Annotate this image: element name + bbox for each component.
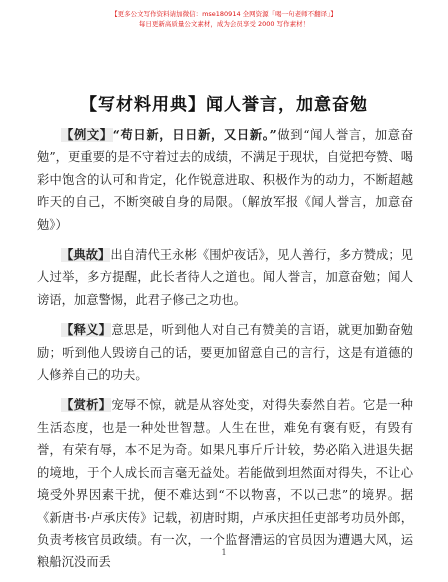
appreciation-text: 宠辱不惊，就是从容处变，对得失泰然自若。它是一种生活态度，也是一种处世智慧。人生在世，难免有褒有贬，有毁有誉，有荣有辱，本不足为奇。如果凡事斤斤计较，势必陷入进退失据的境地，于个人成长而言毫无益处。若能做到坦然面对得失，不让心境受外界因素干扰，便不难达到“不以物喜，不以己悲”的境界。据《新唐书·卢承庆传》记载，初唐时期，卢承庆担任吏部考功员外郎，负责考核官员政绩。有一次，一个监督漕运的官员因为遭遇大风，运粮船沉没而丢 bbox=[37, 398, 413, 570]
meaning-tag: 【释义】 bbox=[61, 323, 112, 338]
page-title: 【写材料用典】闻人誉言，加意奋勉 bbox=[80, 95, 368, 115]
promo-line-1: 【更多公文写作资料请加微信：mse180914 全网资源「喝一句老师不翻译」】 bbox=[111, 10, 337, 18]
meaning-paragraph bbox=[37, 319, 413, 386]
promo-banner bbox=[0, 9, 448, 29]
example-quote: “苟日新，日日新，又日新。” bbox=[112, 127, 277, 142]
promo-line-2: 每日更新高质量公文素材，成为会员享受 2000 写作素材！ bbox=[138, 20, 310, 28]
appreciation-paragraph bbox=[37, 394, 413, 573]
source-text: 出自清代王永彬《围炉夜话》，见人善行，多方赞成；见人过举，多方提醒，此长者待人之道也。闻人誉言，加意奋勉；闻人谤语，加意警惕，此君子修己之功也。 bbox=[37, 248, 413, 307]
example-text: 做到“闻人誉言，加意奋勉”，更重要的是不守着过去的成绩，不满足于现状，自觉把夸赞、喝彩中饱含的认可和肯定，化作锐意进取、积极作为的动力，不断超越昨天的自己，不断突破自身的局限。（解放军报《闻人誉言，加意奋勉》） bbox=[37, 128, 413, 232]
example-paragraph bbox=[37, 124, 413, 236]
appreciation-tag: 【赏析】 bbox=[61, 398, 112, 413]
source-paragraph bbox=[37, 244, 413, 311]
meaning-text: 意思是，听到他人对自己有赞美的言语，就更加勤奋勉励；听到他人毁谤自己的话，要更加留意自己的言行，这是有道德的人修养自己的功夫。 bbox=[37, 323, 413, 383]
article-body bbox=[37, 124, 413, 582]
page-number: 1 bbox=[221, 548, 227, 557]
example-tag: 【例文】 bbox=[61, 128, 113, 142]
source-tag: 【典故】 bbox=[61, 248, 111, 263]
